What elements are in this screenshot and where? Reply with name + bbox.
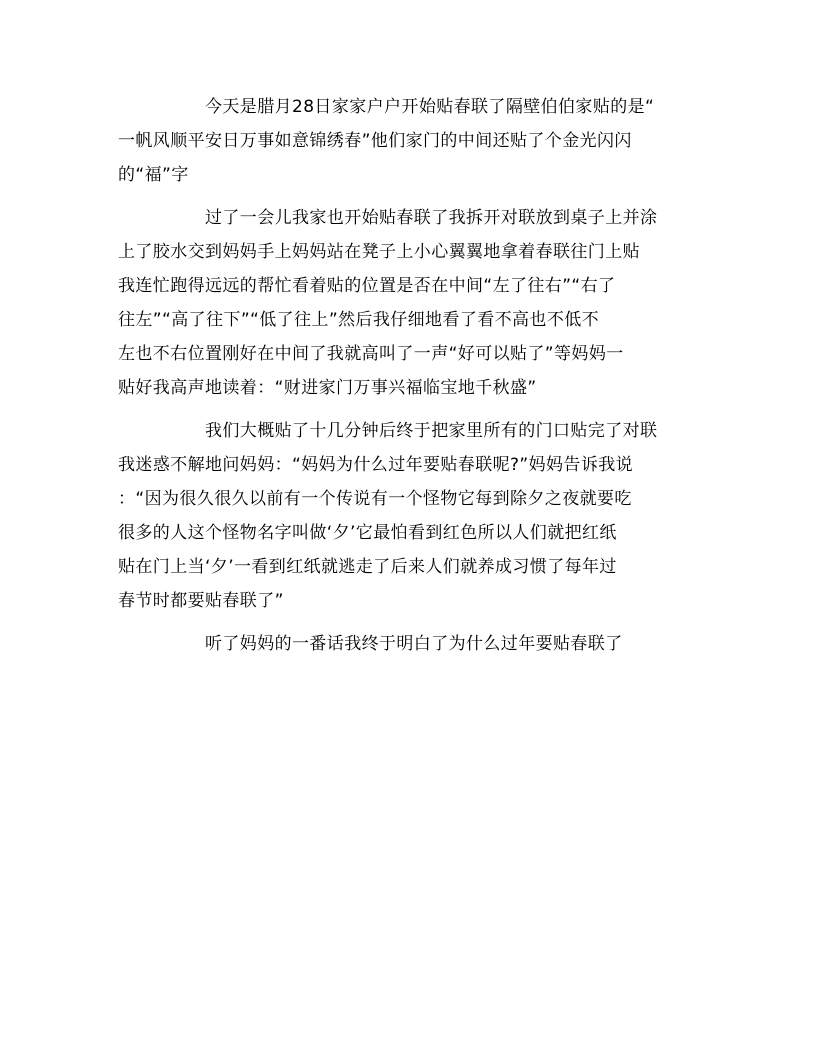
- paragraph-3-line-4: 很多的人这个怪物名字叫做‘夕’它最怕看到红色所以人们就把红纸: [118, 523, 617, 543]
- paragraph-2-line-1: 过了一会儿我家也开始贴春联了我拆开对联放到桌子上并涂: [205, 208, 658, 228]
- paragraph-3-line-6: 春节时都要贴春联了”: [118, 591, 284, 611]
- paragraph-3-line-2: 我迷惑不解地问妈妈：“妈妈为什么过年要贴春联呢?”妈妈告诉我说: [118, 455, 634, 475]
- paragraph-2-line-3: 我连忙跑得远远的帮忙看着贴的位置是否在中间“左了往右”“右了: [118, 276, 616, 296]
- paragraph-3-line-5: 贴在门上当‘夕’一看到红纸就逃走了后来人们就养成习惯了每年过: [118, 557, 617, 577]
- paragraph-2-line-4: 往左”“高了往下”“低了往上”然后我仔细地看了看不高也不低不: [118, 310, 600, 330]
- paragraph-3-line-3: ：“因为很久很久以前有一个传说有一个怪物它每到除夕之夜就要吃: [118, 489, 632, 509]
- paragraph-4-line-1: 听了妈妈的一番话我终于明白了为什么过年要贴春联了: [205, 634, 623, 654]
- paragraph-2-line-6: 贴好我高声地读着：“财进家门万事兴福临宝地千秋盛”: [118, 378, 537, 398]
- paragraph-3-line-1: 我们大概贴了十几分钟后终于把家里所有的门口贴完了对联: [205, 421, 658, 441]
- paragraph-1-line-3: 的“福”字: [118, 165, 189, 185]
- paragraph-1-line-1: 今天是腊月28日家家户户开始贴春联了隔壁伯伯家贴的是“: [205, 97, 655, 117]
- paragraph-2-line-2: 上了胶水交到妈妈手上妈妈站在凳子上小心翼翼地拿着春联往门上贴: [118, 242, 640, 262]
- paragraph-1-line-2: 一帆风顺平安日万事如意锦绣春”他们家门的中间还贴了个金光闪闪: [118, 131, 632, 151]
- paragraph-2-line-5: 左也不右位置刚好在中间了我就高叫了一声“好可以贴了”等妈妈一: [118, 344, 624, 364]
